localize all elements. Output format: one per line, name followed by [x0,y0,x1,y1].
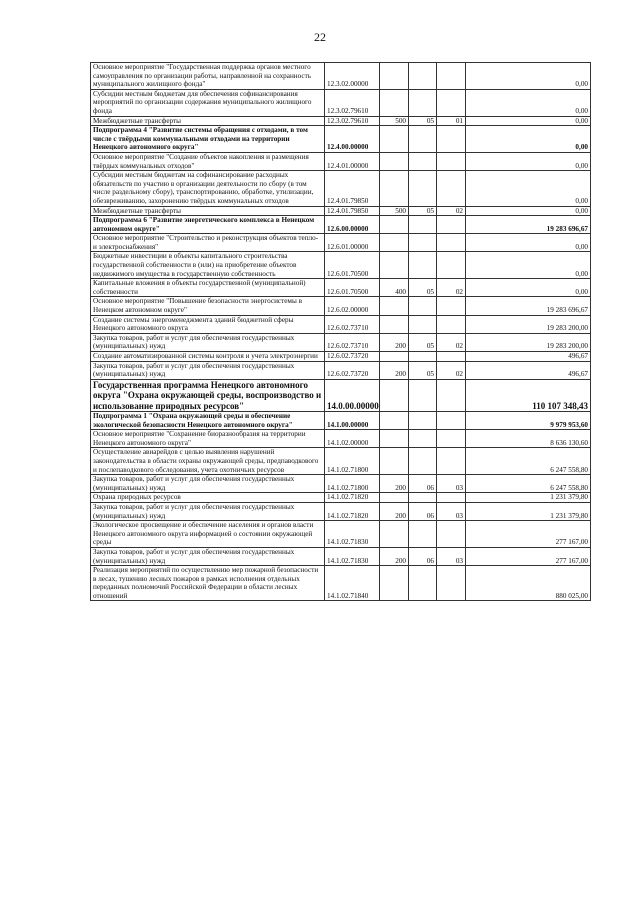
row-name-cell: Основное мероприятие "Сохранение биоразнообразия на территории Ненецкого автономного округа" [91,430,325,448]
row-section-cell [409,126,437,153]
row-section-cell: 05 [409,333,437,351]
row-subsection-cell [437,234,466,252]
row-sum-cell: 19 283 200,00 [466,315,591,333]
row-name-cell: Основное мероприятие "Повышение безопасности энергосистемы в Ненецком автономном округе" [91,297,325,315]
row-code-cell: 12.6.00.00000 [325,216,380,234]
table-row [91,279,591,297]
row-expense-type-cell: 200 [380,361,409,379]
row-sum-cell: 496,67 [466,361,591,379]
table-row [91,521,591,548]
table-row [91,448,591,475]
row-name-cell: Субсидии местным бюджетам для обеспечения софинансирования мероприятий по организации содержания муниципального жилищного фонда [91,89,325,116]
table-row [91,252,591,279]
row-expense-type-cell: 400 [380,279,409,297]
row-code-cell: 12.6.01.70500 [325,252,380,279]
row-expense-type-cell [380,566,409,601]
row-section-cell [409,379,437,411]
table-row [91,171,591,206]
row-subsection-cell [437,352,466,362]
page-number: 22 [314,30,326,44]
table-row [91,566,591,601]
table-row [91,126,591,153]
row-code-cell: 14.0.00.00000 [325,379,380,411]
row-expense-type-cell: 500 [380,206,409,216]
row-name-cell: Закупка товаров, работ и услуг для обеспечения государственных (муниципальных) нужд [91,333,325,351]
row-code-cell: 12.4.01.79850 [325,206,380,216]
row-sum-cell: 0,00 [466,152,591,170]
row-sum-cell: 0,00 [466,171,591,206]
budget-table-body [91,63,591,601]
row-sum-cell: 0,00 [466,279,591,297]
row-sum-cell: 0,00 [466,89,591,116]
row-section-cell [409,171,437,206]
row-section-cell [409,448,437,475]
row-code-cell: 12.3.02.79610 [325,116,380,126]
row-subsection-cell: 02 [437,206,466,216]
row-section-cell [409,216,437,234]
row-name-cell: Субсидии местным бюджетам на софинансирование расходных обязательств по участию в организации деятельности по сбору (в том числе раздельному сбору), транспортированию, обработке, утилизации, обезвреживанию, захоронению твёрдых коммунальных отходов [91,171,325,206]
row-name-cell: Бюджетные инвестиции в объекты капитального строительства государственной собственности в (или) на приобретение объектов недвижимого имущества в государственную собственность [91,252,325,279]
row-code-cell: 12.6.01.00000 [325,234,380,252]
row-section-cell [409,315,437,333]
row-code-cell: 12.6.02.73710 [325,333,380,351]
row-section-cell [409,521,437,548]
row-name-cell: Осуществление авиарейдов с целью выявления нарушений законодательства в области охраны окружающей среды, предпаводкового и послепаводкового обследования, учета охотничьих ресурсов [91,448,325,475]
row-code-cell: 14.1.02.71820 [325,502,380,520]
row-sum-cell: 6 247 558,80 [466,448,591,475]
row-subsection-cell: 02 [437,279,466,297]
row-subsection-cell [437,89,466,116]
row-sum-cell: 496,67 [466,352,591,362]
row-sum-cell: 0,00 [466,252,591,279]
row-code-cell: 14.1.02.71820 [325,493,380,503]
row-subsection-cell [437,315,466,333]
row-expense-type-cell [380,448,409,475]
row-name-cell: Создание системы энергоменеджмента зданий бюджетной сферы Ненецкого автономного округа [91,315,325,333]
table-row [91,352,591,362]
budget-table [90,62,591,601]
row-section-cell [409,493,437,503]
row-sum-cell: 1 231 379,80 [466,493,591,503]
row-sum-cell: 19 283 696,67 [466,216,591,234]
row-expense-type-cell [380,315,409,333]
row-expense-type-cell [380,297,409,315]
row-sum-cell: 6 247 558,80 [466,475,591,493]
table-row [91,475,591,493]
row-expense-type-cell [380,352,409,362]
row-expense-type-cell [380,171,409,206]
row-name-cell: Реализация мероприятий по осуществлению мер пожарной безопасности в лесах, тушению лесных пожаров в рамках исполнения отдельных переданных полномочий Российской Федерации в области лесных отношений [91,566,325,601]
row-expense-type-cell [380,234,409,252]
row-section-cell [409,297,437,315]
row-subsection-cell [437,521,466,548]
row-name-cell: Подпрограмма 1 "Охрана окружающей среды и обеспечение экологической безопасности Ненецкого автономного округа" [91,412,325,430]
row-code-cell: 12.3.02.00000 [325,63,380,90]
table-row [91,333,591,351]
row-expense-type-cell [380,521,409,548]
row-expense-type-cell [380,379,409,411]
row-subsection-cell [437,379,466,411]
row-code-cell: 14.1.02.71840 [325,566,380,601]
row-section-cell [409,252,437,279]
row-section-cell: 05 [409,206,437,216]
table-row [91,361,591,379]
table-row [91,430,591,448]
row-code-cell: 14.1.02.71830 [325,521,380,548]
table-row [91,63,591,90]
row-sum-cell: 19 283 200,00 [466,333,591,351]
table-row [91,234,591,252]
row-section-cell [409,430,437,448]
row-subsection-cell: 03 [437,547,466,565]
row-subsection-cell: 02 [437,333,466,351]
row-sum-cell: 0,00 [466,206,591,216]
row-section-cell [409,63,437,90]
row-sum-cell: 277 167,00 [466,547,591,565]
row-section-cell [409,352,437,362]
row-subsection-cell [437,63,466,90]
row-subsection-cell [437,493,466,503]
row-code-cell: 12.6.02.00000 [325,297,380,315]
row-name-cell: Закупка товаров, работ и услуг для обеспечения государственных (муниципальных) нужд [91,361,325,379]
row-sum-cell: 110 107 348,43 [466,379,591,411]
table-row [91,547,591,565]
row-subsection-cell [437,448,466,475]
table-row [91,412,591,430]
row-name-cell: Основное мероприятие "Создание объектов накопления и размещения твёрдых коммунальных отходов" [91,152,325,170]
row-subsection-cell [437,297,466,315]
row-name-cell: Основное мероприятие "Строительство и реконструкция объектов тепло- и электроснабжения" [91,234,325,252]
row-name-cell: Государственная программа Ненецкого автономного округа "Охрана окружающей среды, воспроизводство и использование природных ресурсов" [91,379,325,411]
row-code-cell: 14.1.02.71830 [325,547,380,565]
row-section-cell: 05 [409,361,437,379]
row-expense-type-cell [380,493,409,503]
row-expense-type-cell: 500 [380,116,409,126]
table-row [91,89,591,116]
row-section-cell [409,566,437,601]
row-name-cell: Создание автоматизированной системы контроля и учета электроэнергии [91,352,325,362]
row-sum-cell: 0,00 [466,126,591,153]
row-expense-type-cell: 200 [380,333,409,351]
table-row [91,315,591,333]
table-row [91,502,591,520]
row-subsection-cell: 01 [437,116,466,126]
row-code-cell: 12.6.02.73720 [325,361,380,379]
row-expense-type-cell [380,216,409,234]
table-row [91,297,591,315]
row-expense-type-cell [380,252,409,279]
row-name-cell: Экологическое просвещение и обеспечение населения и органов власти Ненецкого автономного округа информацией о состоянии окружающей среды [91,521,325,548]
row-name-cell: Подпрограмма 4 "Развитие системы обращения с отходами, в том числе с твёрдыми коммунальными отходами на территории Ненецкого автономного округа" [91,126,325,153]
table-row [91,379,591,411]
row-sum-cell: 8 636 130,60 [466,430,591,448]
row-section-cell: 06 [409,475,437,493]
row-subsection-cell [437,252,466,279]
row-sum-cell: 0,00 [466,234,591,252]
row-name-cell: Закупка товаров, работ и услуг для обеспечения государственных (муниципальных) нужд [91,547,325,565]
row-code-cell: 14.1.00.00000 [325,412,380,430]
row-section-cell: 05 [409,279,437,297]
row-code-cell: 14.1.02.00000 [325,430,380,448]
row-expense-type-cell [380,63,409,90]
row-expense-type-cell: 200 [380,547,409,565]
row-expense-type-cell [380,89,409,116]
table-row [91,206,591,216]
row-code-cell: 12.6.01.70500 [325,279,380,297]
row-section-cell: 06 [409,502,437,520]
row-code-cell: 12.6.02.73710 [325,315,380,333]
row-code-cell: 14.1.02.71800 [325,448,380,475]
row-subsection-cell: 02 [437,361,466,379]
row-subsection-cell [437,152,466,170]
row-sum-cell: 0,00 [466,63,591,90]
table-row [91,493,591,503]
row-expense-type-cell: 200 [380,475,409,493]
row-name-cell: Межбюджетные трансферты [91,206,325,216]
row-name-cell: Закупка товаров, работ и услуг для обеспечения государственных (муниципальных) нужд [91,502,325,520]
row-subsection-cell [437,126,466,153]
row-section-cell [409,89,437,116]
row-section-cell: 05 [409,116,437,126]
table-row [91,216,591,234]
row-code-cell: 14.1.02.71800 [325,475,380,493]
row-code-cell: 12.4.01.00000 [325,152,380,170]
row-section-cell [409,412,437,430]
row-expense-type-cell [380,126,409,153]
row-section-cell [409,234,437,252]
row-expense-type-cell [380,430,409,448]
row-expense-type-cell [380,152,409,170]
row-subsection-cell [437,216,466,234]
row-name-cell: Основное мероприятие "Государственная поддержка органов местного самоуправления по организации работы, направленной на сохранность муниципального жилищного фонда" [91,63,325,90]
row-expense-type-cell [380,412,409,430]
row-subsection-cell: 03 [437,502,466,520]
row-section-cell [409,152,437,170]
row-name-cell: Закупка товаров, работ и услуг для обеспечения государственных (муниципальных) нужд [91,475,325,493]
table-row [91,152,591,170]
row-name-cell: Капитальные вложения в объекты государственной (муниципальной) собственности [91,279,325,297]
row-subsection-cell [437,171,466,206]
row-code-cell: 12.6.02.73720 [325,352,380,362]
row-subsection-cell [437,566,466,601]
row-name-cell: Подпрограмма 6 "Развитие энергетического комплекса в Ненецком автономном округе" [91,216,325,234]
row-code-cell: 12.4.00.00000 [325,126,380,153]
row-name-cell: Охрана природных ресурсов [91,493,325,503]
row-sum-cell: 0,00 [466,116,591,126]
row-sum-cell: 9 979 953,60 [466,412,591,430]
row-code-cell: 12.3.02.79610 [325,89,380,116]
row-name-cell: Межбюджетные трансферты [91,116,325,126]
row-sum-cell: 1 231 379,80 [466,502,591,520]
row-subsection-cell: 03 [437,475,466,493]
row-subsection-cell [437,412,466,430]
row-sum-cell: 19 283 696,67 [466,297,591,315]
table-row [91,116,591,126]
row-expense-type-cell: 200 [380,502,409,520]
row-section-cell: 06 [409,547,437,565]
row-code-cell: 12.4.01.79850 [325,171,380,206]
row-sum-cell: 880 025,00 [466,566,591,601]
row-subsection-cell [437,430,466,448]
row-sum-cell: 277 167,00 [466,521,591,548]
